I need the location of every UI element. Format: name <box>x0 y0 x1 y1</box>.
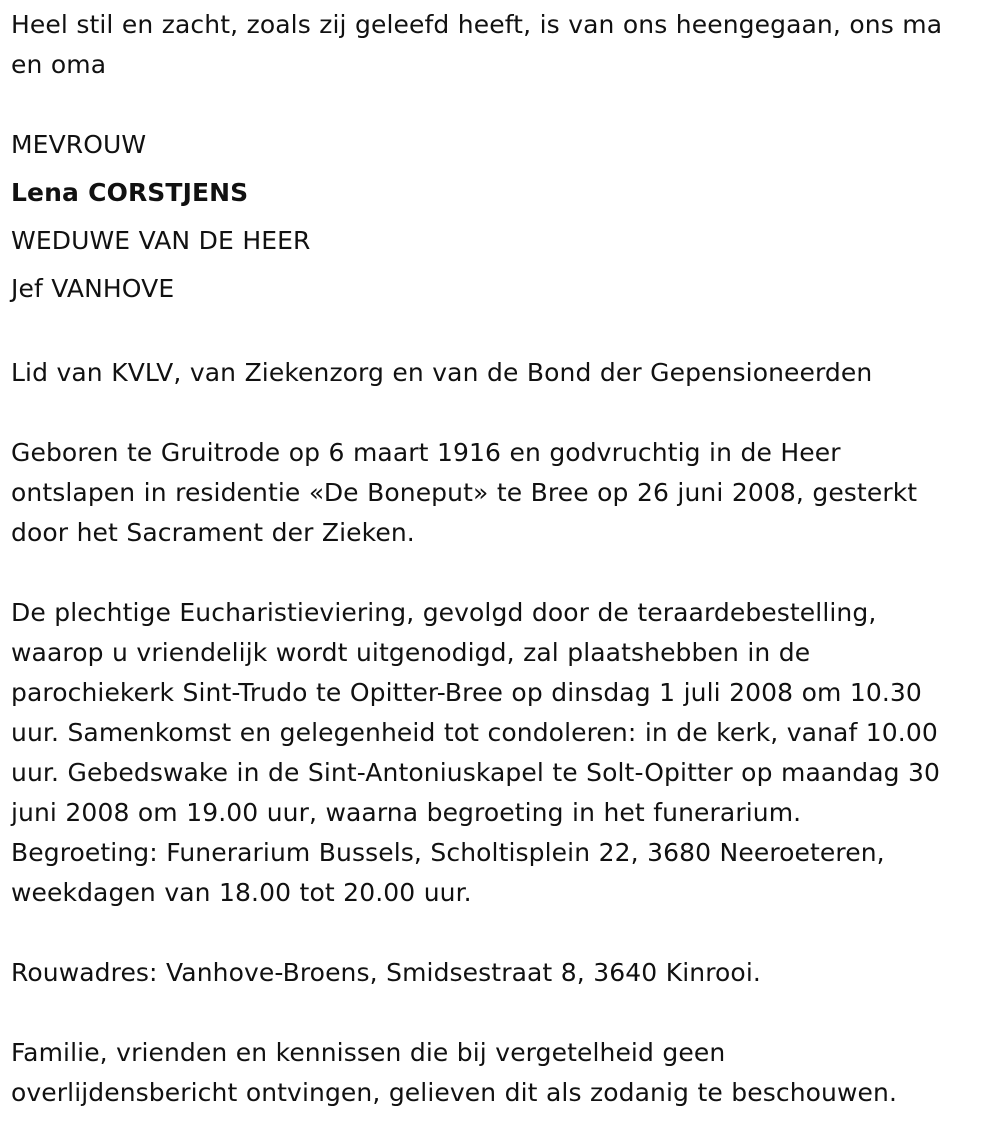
closing-line: Familie, vrienden en kennissen die bij vergetelheid geen <box>11 1038 726 1067</box>
spacer <box>11 313 993 353</box>
spacer <box>11 85 993 125</box>
ceremony-line: weekdagen van 18.00 tot 20.00 uur. <box>11 878 472 907</box>
spacer <box>11 993 993 1033</box>
membership-line: Lid van KVLV, van Ziekenzorg en van de Bond der Gepensioneerden <box>11 358 873 387</box>
mourning-address-paragraph <box>11 953 993 993</box>
intro-line: Heel stil en zacht, zoals zij geleefd heeft, is van ons heengegaan, ons ma <box>11 10 943 39</box>
mourning-address: Rouwadres: Vanhove-Broens, Smidsestraat 8, 3640 Kinrooi. <box>11 958 761 987</box>
birth-death-paragraph <box>11 433 993 553</box>
deceased-title: MEVROUW <box>11 130 147 159</box>
closing-paragraph <box>11 1033 993 1113</box>
ceremony-line: De plechtige Eucharistieviering, gevolgd door de teraardebestelling, <box>11 598 877 627</box>
spacer <box>11 393 993 433</box>
ceremony-paragraph <box>11 593 993 913</box>
birth-death-line: Geboren te Gruitrode op 6 maart 1916 en godvruchtig in de Heer <box>11 438 841 467</box>
spouse-name: Jef VANHOVE <box>11 274 175 303</box>
ceremony-line: juni 2008 om 19.00 uur, waarna begroeting in het funerarium. <box>11 798 802 827</box>
deceased-name: Lena CORSTJENS <box>11 178 249 207</box>
deceased-block <box>11 121 993 313</box>
ceremony-line: waarop u vriendelijk wordt uitgenodigd, zal plaatshebben in de <box>11 638 811 667</box>
obituary-notice <box>11 5 993 1113</box>
intro-paragraph <box>11 5 993 85</box>
intro-line: en oma <box>11 50 107 79</box>
membership-paragraph <box>11 353 993 393</box>
spacer <box>11 913 993 953</box>
ceremony-line: uur. Gebedswake in de Sint-Antoniuskapel te Solt-Opitter op maandag 30 <box>11 758 941 787</box>
ceremony-line: uur. Samenkomst en gelegenheid tot condoleren: in de kerk, vanaf 10.00 <box>11 718 938 747</box>
ceremony-line: Begroeting: Funerarium Bussels, Scholtisplein 22, 3680 Neeroeteren, <box>11 838 885 867</box>
ceremony-line: parochiekerk Sint-Trudo te Opitter-Bree op dinsdag 1 juli 2008 om 10.30 <box>11 678 922 707</box>
birth-death-line: door het Sacrament der Zieken. <box>11 518 415 547</box>
spacer <box>11 553 993 593</box>
closing-line: overlijdensbericht ontvingen, gelieven dit als zodanig te beschouwen. <box>11 1078 897 1107</box>
birth-death-line: ontslapen in residentie «De Boneput» te Bree op 26 juni 2008, gesterkt <box>11 478 918 507</box>
widow-of-label: WEDUWE VAN DE HEER <box>11 226 311 255</box>
